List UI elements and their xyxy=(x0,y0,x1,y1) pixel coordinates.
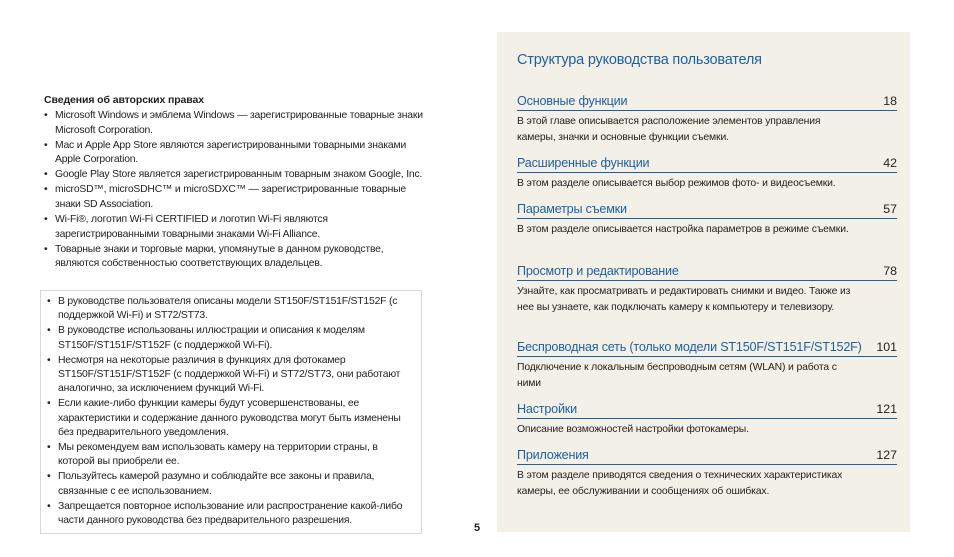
copyright-item: • Mac и Apple App Store являются зарегистрированными товарными знаками Apple Corporation. xyxy=(44,139,424,168)
toc-entry-page[interactable]: 18 xyxy=(883,94,897,108)
note-item: • Мы рекомендуем вам использовать камеру на территории страны, в которой вы приобрели ее. xyxy=(47,441,415,470)
toc-entry-name[interactable]: Расширенные функции xyxy=(517,156,650,170)
toc-entry[interactable] xyxy=(517,340,897,391)
toc-entry-description: В этом разделе описывается настройка параметров в режиме съемки. xyxy=(517,224,849,235)
note-item: • Если какие-либо функции камеры будут усовершенствованы, ее характеристики и содержание данного руководства могут быть изменены без предварительного уведомления. xyxy=(47,397,415,440)
note-item: • Несмотря на некоторые различия в функциях для фотокамер ST150F/ST151F/ST152F (с поддержкой Wi-Fi) и ST72/ST73, они работают аналогично, за исключением функций Wi-Fi. xyxy=(47,354,415,397)
toc-entry-heading[interactable] xyxy=(517,94,897,111)
toc-entry-description: В этом разделе приводятся сведения о технических характеристиках камеры, ее обслуживании и сообщениях об ошибках. xyxy=(517,470,843,497)
toc-entry-page[interactable]: 127 xyxy=(876,448,897,462)
toc-title: Структура руководства пользователя xyxy=(517,52,762,68)
toc-entry-name[interactable]: Настройки xyxy=(517,402,577,416)
page-number: 5 xyxy=(474,522,481,534)
toc-entry-name[interactable]: Параметры съемки xyxy=(517,202,627,216)
toc-entry-page[interactable]: 42 xyxy=(883,156,897,170)
toc-entry-description: В этой главе описывается расположение элементов управления камеры, значки и основные функции съемки. xyxy=(517,116,821,143)
copyright-list xyxy=(44,109,424,272)
toc-entry[interactable] xyxy=(517,264,897,315)
toc-entry-name[interactable]: Беспроводная сеть (только модели ST150F/ST151F/ST152F) xyxy=(517,340,862,354)
copyright-item: • microSD™, microSDHC™ и microSDXC™ — зарегистрированные товарные знаки SD Association. xyxy=(44,183,424,212)
toc-entry-name[interactable]: Приложения xyxy=(517,448,589,462)
note-item: • В руководстве пользователя описаны модели ST150F/ST151F/ST152F (с поддержкой Wi-Fi) и ST72/ST73. xyxy=(47,295,415,324)
copyright-title: Сведения об авторских правах xyxy=(44,94,204,106)
toc-entry-heading[interactable] xyxy=(517,264,897,281)
toc-entry-heading[interactable] xyxy=(517,340,897,357)
copyright-item: • Google Play Store является зарегистрированным товарным знаком Google, Inc. xyxy=(44,168,424,183)
toc-entry-name[interactable]: Просмотр и редактирование xyxy=(517,264,679,278)
toc-entry[interactable] xyxy=(517,94,897,145)
toc-entry-page[interactable]: 121 xyxy=(876,402,897,416)
notes-box xyxy=(40,290,422,534)
toc-entry-page[interactable]: 78 xyxy=(883,264,897,278)
toc-entry[interactable] xyxy=(517,156,897,192)
copyright-item: • Товарные знаки и торговые марки, упомянутые в данном руководстве, являются собственностью соответствующих владельцев. xyxy=(44,243,424,272)
toc-entry[interactable] xyxy=(517,202,897,238)
toc-entry-description: Описание возможностей настройки фотокамеры. xyxy=(517,424,749,435)
toc-entry-description: Подключение к локальным беспроводным сетям (WLAN) и работа с ними xyxy=(517,362,837,389)
toc-entry-description: Узнайте, как просматривать и редактировать снимки и видео. Также из нее вы узнаете, как подключать камеру к компьютеру и телевизору. xyxy=(517,286,851,313)
toc-entry-page[interactable]: 101 xyxy=(876,340,897,354)
toc-entry-heading[interactable] xyxy=(517,448,897,465)
copyright-section xyxy=(44,94,424,273)
toc-entry[interactable] xyxy=(517,402,897,438)
copyright-item: • Wi-Fi®, логотип Wi-Fi CERTIFIED и логотип Wi-Fi являются зарегистрированными товарными знаками Wi-Fi Alliance. xyxy=(44,213,424,242)
toc-entry-heading[interactable] xyxy=(517,402,897,419)
toc-entry[interactable] xyxy=(517,448,897,499)
toc-entry-name[interactable]: Основные функции xyxy=(517,94,628,108)
note-item: • Пользуйтесь камерой разумно и соблюдайте все законы и правила, связанные с ее использованием. xyxy=(47,470,415,499)
toc-entry-heading[interactable] xyxy=(517,202,897,219)
note-item: • В руководстве использованы иллюстрации и описания к моделям ST150F/ST151F/ST152F (с поддержкой Wi-Fi). xyxy=(47,324,415,353)
toc-entry-page[interactable]: 57 xyxy=(883,202,897,216)
notes-list xyxy=(47,295,415,529)
copyright-item: • Microsoft Windows и эмблема Windows — зарегистрированные товарные знаки Microsoft Corporation. xyxy=(44,109,424,138)
toc-entry-description: В этом разделе описывается выбор режимов фото- и видеосъемки. xyxy=(517,178,836,189)
note-item: • Запрещается повторное использование или распространение какой-либо части данного руководства без предварительного разрешения. xyxy=(47,500,415,529)
toc-panel xyxy=(497,32,910,532)
toc-entry-heading[interactable] xyxy=(517,156,897,173)
